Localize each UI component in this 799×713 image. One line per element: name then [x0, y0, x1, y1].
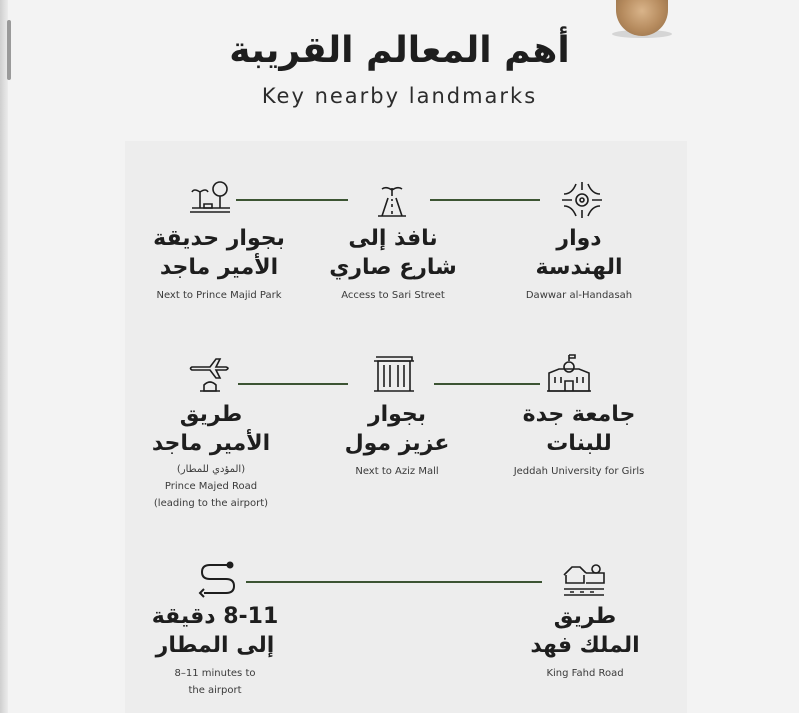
landmark-caption: [130, 665, 300, 699]
connector-line-row2-left: [238, 383, 348, 385]
landmark-title: [126, 400, 296, 458]
landmark-title-line2: الأمير ماجد: [151, 431, 271, 456]
landmark-title-line1: 8-11 دقيقة: [151, 604, 279, 629]
landmark-title: [134, 224, 304, 282]
page-title-english: Key nearby landmarks: [261, 84, 538, 108]
landmark-title-line2: للبنات: [546, 431, 612, 456]
airport-icon: [186, 353, 234, 393]
landmark-title-line1: طريق: [553, 604, 617, 629]
landmark-title: [494, 224, 664, 282]
route-icon: [194, 559, 242, 599]
landmark-airport-time: [130, 602, 300, 699]
landmark-jeddah-university: [494, 400, 664, 480]
landmark-prince-majed-road: [126, 400, 296, 512]
landmark-title-line1: نافذ إلى: [348, 226, 438, 251]
page-title-arabic: أهم المعالم القريبة: [229, 30, 570, 71]
landmark-title-line1: بجوار: [367, 402, 427, 427]
connector-line-row1-right: [430, 199, 540, 201]
landmark-roundabout: [494, 224, 664, 304]
landmark-title: [308, 224, 478, 282]
connector-line-row1-left: [236, 199, 348, 201]
connector-line-row3: [246, 581, 542, 583]
landmark-title-line2: الأمير ماجد: [159, 255, 279, 280]
landmark-title-line1: طريق: [179, 402, 243, 427]
landmark-title-line1: جامعة جدة: [522, 402, 636, 427]
landmark-title-line2: إلى المطار: [155, 633, 275, 658]
landmark-title-line1: دوار: [556, 226, 602, 251]
landmark-sari-street: [308, 224, 478, 304]
park-icon: [186, 178, 234, 218]
landmark-title-line2: عزيز مول: [344, 431, 450, 456]
landmark-caption: Next to Aziz Mall: [355, 466, 439, 477]
mall-icon: [370, 353, 418, 393]
landmark-title-line2: شارع صاري: [329, 255, 457, 280]
landmark-caption: King Fahd Road: [546, 668, 624, 679]
landmark-caption: Access to Sari Street: [341, 290, 445, 301]
highway-icon: [560, 559, 608, 599]
landmark-title: [500, 602, 670, 660]
landmark-caption-line1: Prince Majed Road: [164, 481, 258, 492]
landmark-title-line2: الهندسة: [535, 255, 623, 280]
landmark-title: [130, 602, 300, 660]
landmark-caption: Next to Prince Majid Park: [156, 290, 282, 301]
landmark-title-line1: بجوار حديقة: [153, 226, 285, 251]
landmark-title: [494, 400, 664, 458]
roundabout-icon: [558, 180, 606, 220]
landmark-caption-line2: the airport: [188, 685, 242, 696]
landmark-caption: Jeddah University for Girls: [513, 466, 645, 477]
landmark-prince-majid-park: [134, 224, 304, 304]
landmark-caption: Dawwar al-Handasah: [525, 290, 633, 301]
landmark-caption-line1: 8–11 minutes to: [174, 668, 256, 679]
road-icon: [368, 180, 416, 220]
landmark-subtitle: (المؤدي للمطار): [176, 464, 246, 475]
landmark-aziz-mall: [312, 400, 482, 480]
landmark-king-fahd-road: [500, 602, 670, 682]
landmark-caption: [126, 478, 296, 512]
landmark-caption-line2: (leading to the airport): [153, 498, 269, 509]
landmark-title: [312, 400, 482, 458]
landmark-title-line2: الملك فهد: [530, 633, 640, 658]
connector-line-row2-right: [434, 383, 540, 385]
university-icon: [545, 353, 593, 393]
